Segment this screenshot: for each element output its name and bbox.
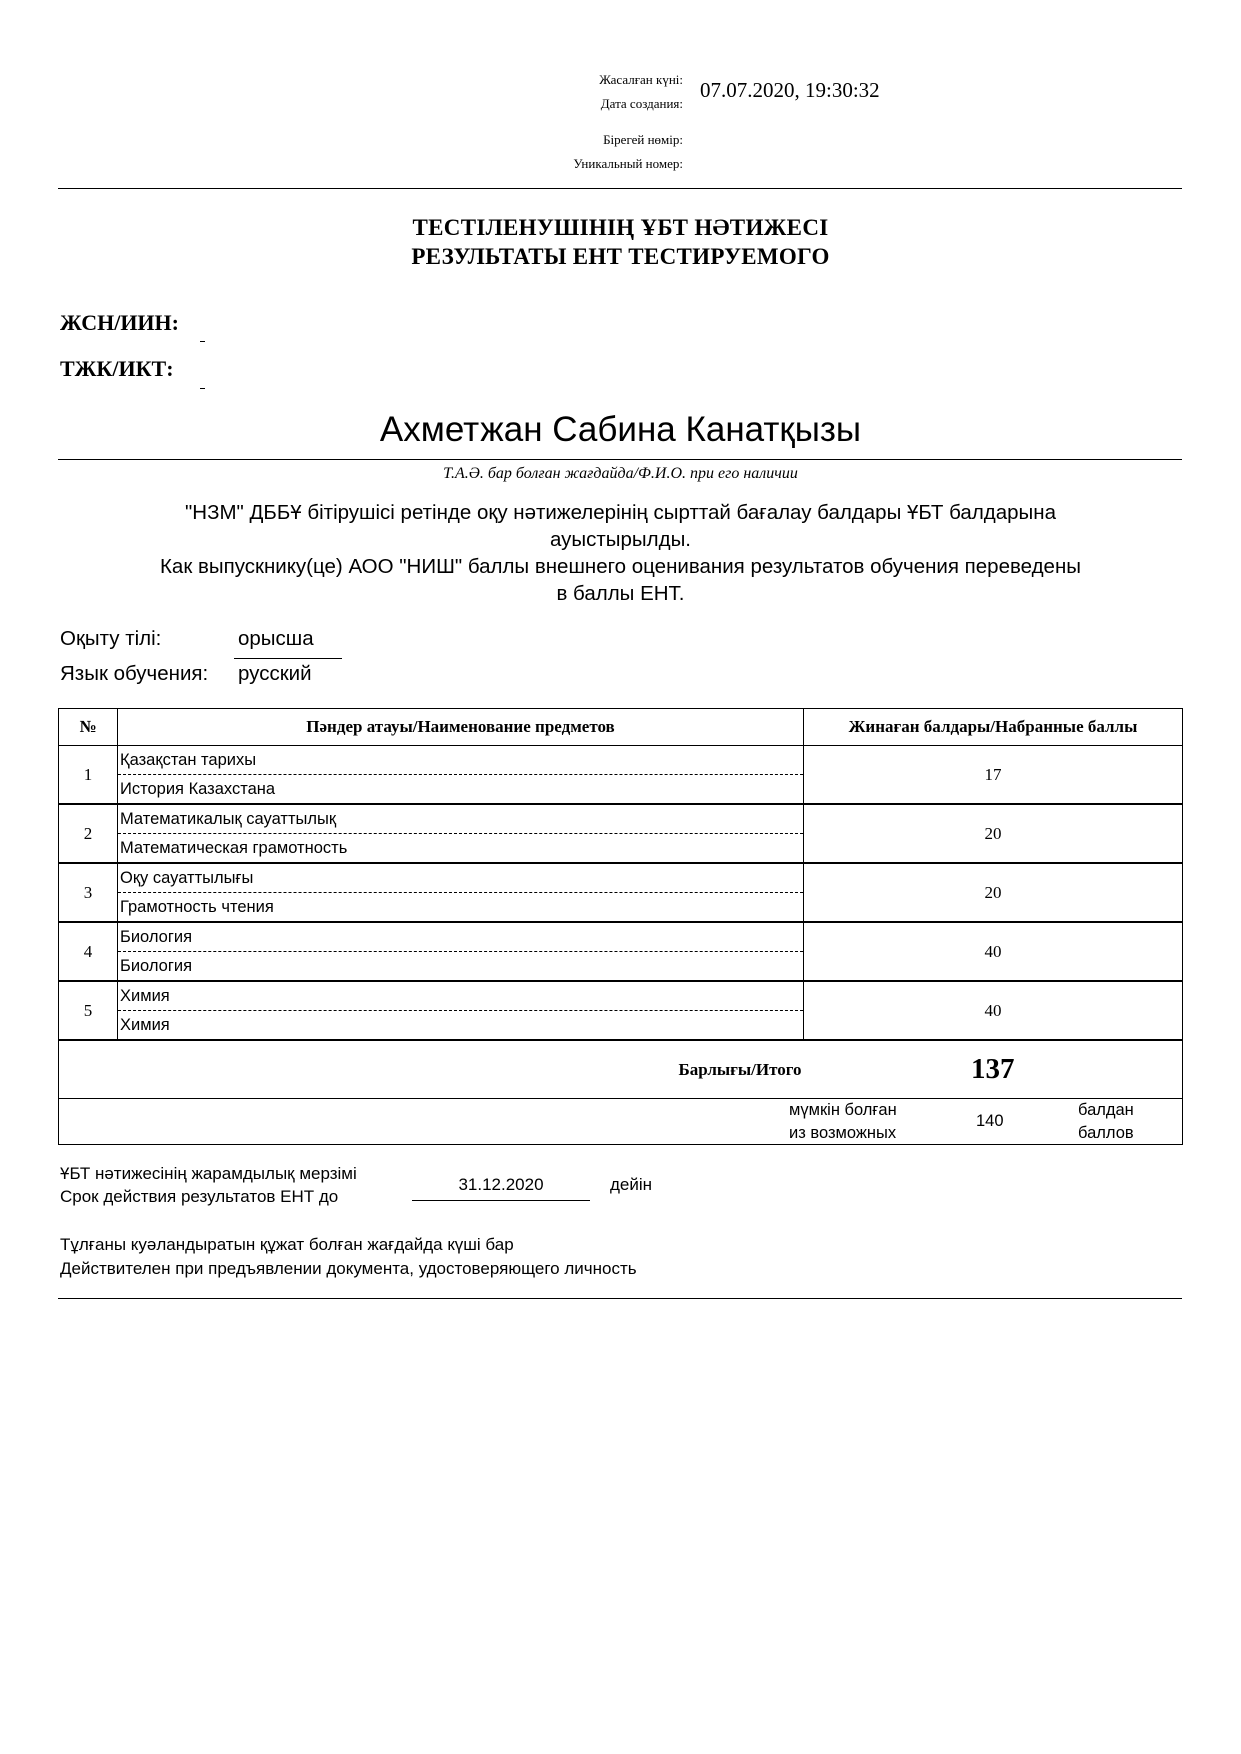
full-name: Ахметжан Сабина Канатқызы (379, 410, 862, 449)
total-label: Барлығы/Итого (59, 1040, 804, 1099)
score-cell: 17 (804, 746, 1183, 805)
total-value: 137 (804, 1040, 1183, 1099)
subject-name-kz: Қазақстан тарихы (118, 746, 803, 775)
points-label-kz: балдан (1078, 1101, 1134, 1119)
language-value-ru: русский (238, 662, 312, 685)
results-table (58, 708, 1183, 1145)
subject-cell (118, 804, 804, 863)
language-label-ru: Язык обучения: (60, 662, 209, 685)
subject-name-kz: Химия (118, 982, 803, 1011)
validity-label-kz: ҰБТ нәтижесінің жарамдылық мерзімі (60, 1164, 357, 1183)
possible-row (59, 1099, 1183, 1145)
footer-note-kz: Тұлғаны куәландыратын құжат болған жағдайда күші бар (60, 1235, 514, 1254)
subject-cell (118, 981, 804, 1040)
iin-value-blank (200, 341, 205, 342)
notice-ru-line1: Как выпускнику(це) АОО "НИШ" баллы внешнего оценивания результатов обучения переведены (159, 555, 1082, 578)
subject-name-ru: Химия (120, 1016, 170, 1034)
language-underline (234, 658, 342, 659)
table-row (59, 746, 1183, 805)
table-row (59, 922, 1183, 981)
subject-name-kz: Оқу сауаттылығы (118, 864, 803, 893)
score-cell: 20 (804, 804, 1183, 863)
row-num: 5 (59, 981, 118, 1040)
language-label-kz: Оқыту тілі: (60, 627, 162, 650)
col-num-header: № (59, 709, 118, 746)
row-num: 1 (59, 746, 118, 805)
title-kz: ТЕСТІЛЕНУШІНІҢ ҰБТ НӘТИЖЕСІ (412, 215, 829, 240)
subject-name-ru: Грамотность чтения (120, 898, 274, 916)
created-label-ru: Дата создания: (600, 96, 683, 111)
subject-cell (118, 746, 804, 805)
unique-label-kz: Бірегей нөмір: (603, 132, 683, 147)
notice-ru-line2: в баллы ЕНТ. (556, 582, 685, 605)
unique-label-ru: Уникальный номер: (573, 156, 683, 171)
subject-name-ru: История Казахстана (120, 780, 276, 798)
col-subject-header: Пәндер атауы/Наименование предметов (118, 709, 804, 746)
subject-name-ru: Математическая грамотность (120, 839, 348, 857)
validity-suffix: дейін (610, 1175, 653, 1194)
total-row (59, 1040, 1183, 1099)
score-cell: 20 (804, 863, 1183, 922)
possible-label-kz: мүмкін болған (789, 1101, 897, 1119)
row-num: 4 (59, 922, 118, 981)
subject-name-kz: Биология (118, 923, 803, 952)
col-score-header: Жинаған балдары/Набранные баллы (804, 709, 1183, 746)
name-underline (58, 459, 1182, 460)
footer-divider (58, 1298, 1182, 1299)
language-value-kz: орысша (238, 627, 314, 650)
subject-cell (118, 863, 804, 922)
validity-label-ru: Срок действия результатов ЕНТ до (60, 1187, 339, 1206)
table-row (59, 981, 1183, 1040)
title-ru: РЕЗУЛЬТАТЫ ЕНТ ТЕСТИРУЕМОГО (411, 244, 830, 269)
possible-value: 140 (976, 1112, 1004, 1130)
possible-cell (59, 1099, 1183, 1145)
score-cell: 40 (804, 922, 1183, 981)
validity-date-underline (412, 1200, 590, 1201)
validity-date: 31.12.2020 (458, 1175, 544, 1194)
row-num: 2 (59, 804, 118, 863)
score-cell: 40 (804, 981, 1183, 1040)
subject-cell (118, 922, 804, 981)
table-row (59, 863, 1183, 922)
iin-label: ЖСН/ИИН: (60, 310, 179, 335)
created-label-kz: Жасалған күні: (599, 72, 683, 87)
possible-label-ru: из возможных (789, 1124, 897, 1142)
table-header-row (59, 709, 1183, 746)
created-value: 07.07.2020, 19:30:32 (700, 78, 880, 102)
table-row (59, 804, 1183, 863)
subject-name-kz: Математикалық сауаттылық (118, 805, 803, 834)
subject-name-ru: Биология (120, 957, 193, 975)
notice-kz-line2: ауыстырылды. (549, 528, 692, 551)
points-label-ru: баллов (1078, 1124, 1134, 1142)
name-caption: Т.А.Ә. бар болған жағдайда/Ф.И.О. при его наличии (443, 465, 798, 482)
row-num: 3 (59, 863, 118, 922)
ikt-label: ТЖК/ИКТ: (60, 356, 174, 381)
footer-note-ru: Действителен при предъявлении документа, удостоверяющего личность (60, 1259, 637, 1278)
header-divider (58, 188, 1182, 189)
notice-kz-line1: "НЗМ" ДББҰ бітірушісі ретінде оқу нәтижелерінің сырттай бағалау балдары ҰБТ балдарына (184, 501, 1057, 524)
ikt-value-blank (200, 388, 205, 389)
